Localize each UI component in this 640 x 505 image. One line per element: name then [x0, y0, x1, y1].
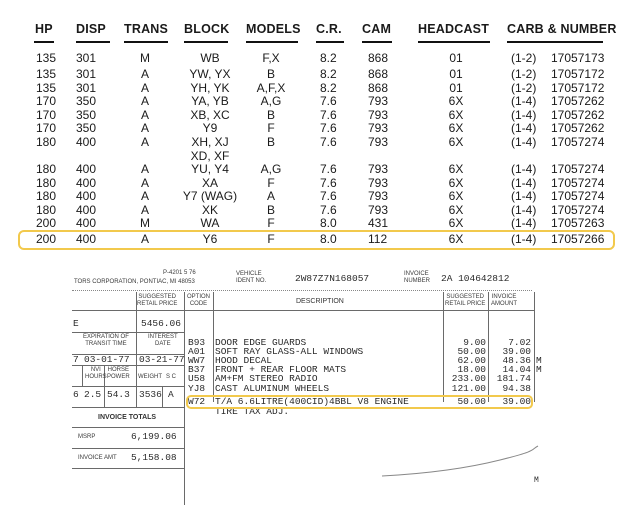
- spec-cell-headcast: 6X: [448, 176, 464, 190]
- spec-cell-cr: 7.6: [320, 135, 337, 149]
- option-code: YJ8: [188, 383, 206, 394]
- grid-line: [72, 468, 184, 469]
- spec-cell-cam: 112: [368, 232, 388, 246]
- spec-cell-headcast: 01: [449, 81, 463, 95]
- spec-cell-block: XA: [201, 176, 218, 190]
- option-retail-price: 18.00: [457, 364, 486, 375]
- spec-cell-carb: (1-4): [511, 162, 537, 176]
- expiration-label: EXPIRATION OF TRANSIT TIME: [83, 334, 129, 347]
- invoice-amt-value: 5,158.08: [131, 452, 177, 463]
- spec-cell-number: 17057274: [551, 176, 605, 190]
- spec-cell-cam: 868: [368, 51, 389, 65]
- spec-cell-carb: (1-4): [511, 108, 537, 122]
- spec-cell-block: YW, YX: [189, 67, 231, 81]
- header-disp: DISP: [76, 22, 106, 36]
- option-invoice-amount: 48.36: [502, 355, 531, 366]
- option-invoice-amount: 39.00: [502, 396, 531, 407]
- header-underline: [246, 41, 298, 43]
- spec-cell-disp: 301: [76, 67, 97, 81]
- spec-cell-cam: 793: [368, 189, 389, 203]
- spec-cell-hp: 180: [36, 189, 57, 203]
- option-invoice-amount: 39.00: [502, 346, 531, 357]
- header-trans: TRANS: [124, 22, 169, 36]
- spec-cell-cr: 7.6: [320, 176, 337, 190]
- option-invoice-amount: 14.04: [502, 364, 531, 375]
- invoice-number: 2A 104642812: [441, 273, 510, 284]
- option-description: T/A 6.6LITRE(400CID)4BBL V8 ENGINE: [215, 396, 409, 407]
- col-suggested-label: SUGGESTED RETAIL PRICE: [445, 294, 486, 307]
- spec-cell-carb: (1-4): [511, 216, 537, 230]
- spec-cell-carb: (1-4): [511, 121, 537, 135]
- spec-cell-hp: 180: [36, 176, 57, 190]
- spec-cell-disp: 400: [76, 232, 97, 246]
- spec-cell-disp: 350: [76, 108, 97, 122]
- pen-scribble: [380, 440, 540, 480]
- exp-prefix: 7: [73, 354, 79, 365]
- window-sticker-invoice: [0, 270, 640, 505]
- spec-cell-number: 17057173: [551, 51, 605, 65]
- spec-cell-models: A,F,X: [256, 81, 286, 95]
- spec-cell-cr: 8.2: [320, 67, 337, 81]
- grid-line: [82, 365, 83, 386]
- grid-line: [136, 292, 137, 365]
- spec-cell-cr: 7.6: [320, 121, 337, 135]
- option-code: B37: [188, 364, 206, 375]
- spec-cell-trans: A: [140, 135, 149, 149]
- invoice-amt-label: INVOICE AMT: [78, 455, 117, 461]
- option-retail-price: 121.00: [451, 383, 486, 394]
- spec-cell-carb: (1-4): [511, 176, 537, 190]
- nvi-hours-label: NVI HOURS: [85, 367, 107, 380]
- weight: 3536: [139, 389, 162, 400]
- grid-line: [534, 292, 535, 402]
- spec-cell-cam: 793: [368, 108, 389, 122]
- spec-cell-number: 17057172: [551, 81, 605, 95]
- spec-cell-number: 17057172: [551, 67, 605, 81]
- spec-cell-hp: 170: [36, 121, 57, 135]
- highlight-box: [186, 395, 533, 409]
- option-retail-price: 233.00: [451, 373, 486, 384]
- description-label: DESCRIPTION: [296, 298, 344, 305]
- spec-cell-number: 17057274: [551, 162, 605, 176]
- spec-cell-carb: (1-4): [511, 203, 537, 217]
- spec-cell-disp: 400: [76, 203, 97, 217]
- spec-cell-number: 17057262: [551, 108, 605, 122]
- spec-cell-cam: 793: [368, 121, 389, 135]
- option-description: DOOR EDGE GUARDS: [215, 337, 307, 348]
- spec-cell-cam: 431: [368, 216, 389, 230]
- weight-label: WEIGHT: [138, 374, 162, 380]
- spec-cell-headcast: 01: [449, 51, 463, 65]
- spec-cell-trans: A: [140, 232, 149, 246]
- option-description: SOFT RAY GLASS-ALL WINDOWS: [215, 346, 364, 357]
- highlight-box: [18, 230, 615, 250]
- spec-cell-block: YH, YK: [190, 81, 230, 95]
- sc-value: A: [168, 389, 174, 400]
- option-description: CAST ALUMINUM WHEELS: [215, 383, 330, 394]
- grid-line: [72, 448, 184, 449]
- nvi-prefix: 6: [73, 389, 79, 400]
- spec-cell-headcast: 6X: [448, 232, 464, 246]
- spec-cell-models: F: [267, 121, 275, 135]
- spec-cell-cam: 793: [368, 162, 389, 176]
- spec-cell-block: Y6: [202, 232, 218, 246]
- spec-cell-headcast: 6X: [448, 189, 464, 203]
- col-invoice-label: INVOICE AMOUNT: [491, 294, 517, 307]
- spec-cell-cr: 8.0: [320, 232, 337, 246]
- spec-cell-headcast: 6X: [448, 216, 464, 230]
- spec-cell-disp: 400: [76, 135, 97, 149]
- spec-cell-carb: (1-2): [511, 81, 537, 95]
- header-cr: C.R.: [316, 22, 342, 36]
- horse-power-label: HORSE POWER: [107, 367, 130, 380]
- option-retail-price: 62.00: [457, 355, 486, 366]
- grid-line: [162, 386, 163, 407]
- base-model-letter: E: [73, 318, 79, 329]
- spec-cell-number: 17057274: [551, 203, 605, 217]
- spec-cell-cam: 793: [368, 135, 389, 149]
- grid-line: [72, 386, 184, 387]
- spec-cell-models: F: [267, 232, 275, 246]
- spec-cell-cam: 793: [368, 94, 389, 108]
- base-price: 5456.06: [141, 318, 181, 329]
- form-code: P-4201 5 76: [163, 270, 196, 276]
- header-underline: [362, 41, 392, 43]
- option-retail-price: 50.00: [457, 346, 486, 357]
- grid-line: [213, 292, 214, 402]
- spec-cell-headcast: 6X: [448, 94, 464, 108]
- option-invoice-amount: 181.74: [496, 373, 531, 384]
- spec-cell-headcast: 6X: [448, 108, 464, 122]
- spec-cell-trans: A: [140, 203, 149, 217]
- option-description: AM+FM STEREO RADIO: [215, 373, 318, 384]
- expiration-date: 03-01-77: [84, 354, 130, 365]
- spec-cell-cr: 7.6: [320, 203, 337, 217]
- option-retail-price: 50.00: [457, 396, 486, 407]
- spec-cell-carb: (1-4): [511, 189, 537, 203]
- invoice-totals-label: INVOICE TOTALS: [98, 414, 157, 421]
- spec-cell-cr: 7.6: [320, 162, 337, 176]
- header-underline: [316, 41, 344, 43]
- option-retail-price: 9.00: [463, 337, 486, 348]
- spec-cell-carb: (1-4): [511, 94, 537, 108]
- spec-cell-number: 17057263: [551, 216, 605, 230]
- spec-cell-trans: A: [140, 162, 149, 176]
- grid-line: [72, 427, 184, 428]
- grid-line: [184, 292, 185, 505]
- spec-cell-models: F,X: [262, 51, 280, 65]
- sc-label: S C: [166, 374, 177, 380]
- option-code-label: OPTION CODE: [187, 294, 211, 307]
- option-code: A01: [188, 346, 206, 357]
- option-code: B93: [188, 337, 206, 348]
- spec-cell-hp: 180: [36, 162, 57, 176]
- spec-cell-number: 17057262: [551, 121, 605, 135]
- spec-cell-hp: 170: [36, 94, 57, 108]
- option-code: WW7: [188, 355, 206, 366]
- spec-cell-carb: (1-2): [511, 51, 537, 65]
- spec-cell-cr: 8.2: [320, 81, 337, 95]
- spec-cell-hp: 135: [36, 81, 57, 95]
- header-block: BLOCK: [184, 22, 230, 36]
- grid-line: [72, 332, 184, 333]
- spec-cell-trans: A: [140, 94, 149, 108]
- header-headcast: HEADCAST: [418, 22, 490, 36]
- spec-cell-disp: 400: [76, 189, 97, 203]
- horse-power: 54.3: [107, 389, 130, 400]
- spec-cell-trans: A: [140, 189, 149, 203]
- spec-cell-cam: 793: [368, 176, 389, 190]
- spec-cell-block: Y9: [202, 121, 218, 135]
- grid-line: [72, 310, 534, 311]
- option-invoice-amount: 7.02: [508, 337, 531, 348]
- header-hp: HP: [35, 22, 53, 36]
- option-invoice-amount: 94.38: [502, 383, 531, 394]
- spec-cell-number: 17057274: [551, 135, 605, 149]
- header-underline: [76, 41, 110, 43]
- header-underline: [184, 41, 228, 43]
- spec-cell-block: WB: [200, 51, 220, 65]
- spec-cell-models: A: [266, 189, 275, 203]
- spec-cell-hp: 170: [36, 108, 57, 122]
- spec-cell-hp: 135: [36, 67, 57, 81]
- interest-date: 03-21-77: [139, 354, 185, 365]
- spec-cell-carb: (1-4): [511, 135, 537, 149]
- spec-cell-trans: A: [140, 81, 149, 95]
- option-description: FRONT + REAR FLOOR MATS: [215, 364, 347, 375]
- spec-cell-disp: 400: [76, 162, 97, 176]
- suggested-retail-label: SUGGESTED RETAIL PRICE: [137, 294, 178, 307]
- grid-line: [72, 407, 184, 408]
- nvi-hours: 2.5: [84, 389, 102, 400]
- msrp-value: 6,199.06: [131, 431, 177, 442]
- spec-cell-block: Y7 (WAG): [182, 189, 238, 203]
- spec-cell-headcast: 6X: [448, 135, 464, 149]
- spec-cell-cam: 868: [368, 81, 389, 95]
- interest-label: INTEREST DATE: [148, 334, 178, 347]
- spec-cell-models: A,G: [260, 162, 282, 176]
- spec-cell-carb: (1-2): [511, 67, 537, 81]
- company-name: TORS CORPORATION, PONTIAC, MI 48053: [74, 279, 195, 285]
- header-underline: [124, 41, 168, 43]
- spec-cell-block: XH, XJ: [191, 135, 229, 149]
- spec-cell-hp: 180: [36, 203, 57, 217]
- option-mark: M: [536, 355, 542, 366]
- spec-cell-cam: 793: [368, 203, 389, 217]
- option-code: U58: [188, 373, 206, 384]
- spec-cell-cr: 7.6: [320, 108, 337, 122]
- header-cam: CAM: [362, 22, 392, 36]
- spec-cell-number: 17057274: [551, 189, 605, 203]
- grid-line: [72, 365, 184, 366]
- spec-cell-trans: M: [140, 216, 150, 230]
- spec-cell-hp: 135: [36, 51, 57, 65]
- spec-cell-cr: 7.6: [320, 189, 337, 203]
- spec-cell-models: B: [266, 67, 275, 81]
- vin: 2W87Z7N168057: [295, 273, 370, 284]
- invoice-number-label: INVOICE NUMBER: [404, 271, 431, 284]
- spec-cell-models: F: [267, 216, 275, 230]
- option-description: HOOD DECAL: [215, 355, 273, 366]
- spec-cell-carb: (1-4): [511, 232, 537, 246]
- spec-cell-hp: 200: [36, 216, 57, 230]
- option-description: TIRE TAX ADJ.: [215, 406, 290, 417]
- spec-cell-disp: 400: [76, 176, 97, 190]
- spec-cell-block: XB, XC: [190, 108, 230, 122]
- spec-cell-models: F: [267, 176, 275, 190]
- msrp-label: MSRP: [78, 434, 96, 440]
- spec-cell-cr: 8.0: [320, 216, 337, 230]
- spec-cell-trans: A: [140, 67, 149, 81]
- spec-cell-block: XK: [201, 203, 218, 217]
- spec-cell-disp: 400: [76, 216, 97, 230]
- header-underline: [507, 41, 603, 43]
- spec-cell-disp: 350: [76, 94, 97, 108]
- vehicle-ident-label: VEHICLE IDENT NO.: [236, 271, 267, 284]
- spec-cell-trans: A: [140, 176, 149, 190]
- spec-cell-trans: A: [140, 121, 149, 135]
- spec-cell-disp: 301: [76, 81, 97, 95]
- spec-cell-headcast: 6X: [448, 162, 464, 176]
- spec-cell-disp: 350: [76, 121, 97, 135]
- spec-cell-models: B: [266, 135, 275, 149]
- spec-cell-block: YU, Y4: [191, 162, 229, 176]
- header-underline: [34, 41, 54, 43]
- spec-cell-number: 17057266: [551, 232, 605, 246]
- spec-cell-hp: 200: [36, 232, 57, 246]
- spec-cell-hp: 180: [36, 135, 57, 149]
- spec-cell-disp: 301: [76, 51, 97, 65]
- header-models: MODELS: [246, 22, 301, 36]
- spec-cell-number: 17057262: [551, 94, 605, 108]
- spec-cell-cr: 8.2: [320, 51, 337, 65]
- spec-cell-block: YA, YB: [191, 94, 229, 108]
- spec-cell-models: B: [266, 108, 275, 122]
- option-mark: M: [536, 364, 542, 375]
- spec-cell-models: A,G: [260, 94, 282, 108]
- spec-cell-models: B: [266, 203, 275, 217]
- spec-cell-headcast: 01: [449, 67, 463, 81]
- option-code: W72: [188, 396, 206, 407]
- spec-cell-cr: 7.6: [320, 94, 337, 108]
- spec-cell-block: XD, XF: [190, 149, 230, 163]
- spec-cell-headcast: 6X: [448, 203, 464, 217]
- spec-cell-headcast: 6X: [448, 121, 464, 135]
- grid-line: [136, 365, 137, 407]
- spec-cell-cam: 868: [368, 67, 389, 81]
- header-carb-number: CARB & NUMBER: [507, 22, 617, 36]
- spec-cell-block: WA: [200, 216, 220, 230]
- spec-cell-trans: A: [140, 108, 149, 122]
- header-underline: [418, 41, 490, 43]
- footer-mark: M: [534, 476, 539, 485]
- spec-cell-trans: M: [140, 51, 150, 65]
- dotted-divider: [72, 290, 532, 291]
